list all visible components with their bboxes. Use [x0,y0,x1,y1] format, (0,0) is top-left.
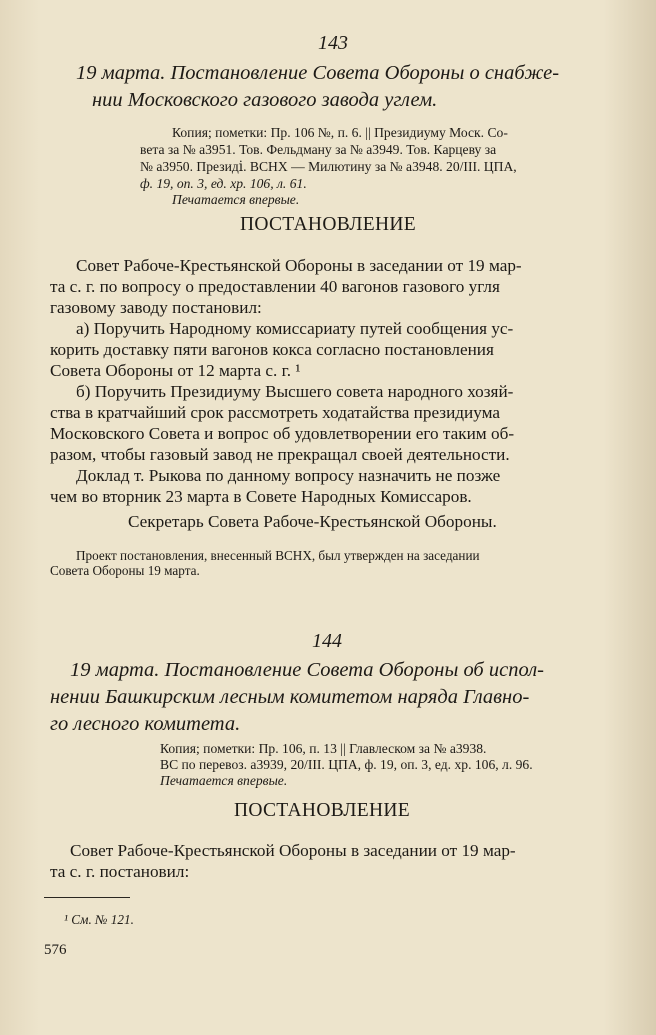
body-line: Московского Совета и вопрос об удовлетворении его таким об- [50,424,515,443]
page-number: 576 [44,942,67,958]
printed-first-note: Печатается впервые. [172,192,300,207]
section-heading: ПОСТАНОВЛЕНИЕ [234,800,410,821]
document-title-line: 19 марта. Постановление Совета Обороны о снабже- [76,62,560,84]
body-line: та с. г. по вопросу о предоставлении 40 вагонов газового угля [50,277,500,296]
footnote-divider [44,897,130,898]
archival-note-line: № а3950. Президⅰ. ВСНХ — Милютину за № а3948. 20/III. ЦПА, [140,159,517,174]
body-line: та с. г. постановил: [50,862,190,881]
document-title-line: нении Башкирским лесным комитетом наряда Главно- [50,686,530,708]
document-title-line: нии Московского газового завода углем. [92,89,438,111]
section-heading: ПОСТАНОВЛЕНИЕ [240,214,416,235]
body-line: газовому заводу постановил: [50,298,262,317]
body-line: Доклад т. Рыкова по данному вопросу назначить не позже [76,466,501,485]
body-line: б) Поручить Президиуму Высшего совета народного хозяй- [76,382,514,401]
archival-note-line: ВС по перевоз. а3939, 20/III. ЦПА, ф. 19, оп. 3, ед. хр. 106, л. 96. [160,757,533,772]
document-number-144: 144 [312,630,342,652]
body-line: Совета Обороны от 12 марта с. г. ¹ [50,361,301,380]
body-line: корить доставку пяти вагонов кокса согласно постановления [50,340,494,359]
archival-note-line: Копия; пометки: Пр. 106, п. 13 || Главлеском за № а3938. [160,741,487,756]
archival-note-line: вета за № а3951. Тов. Фельдману за № а3949. Тов. Карцеву за [140,142,497,157]
body-line: Совет Рабоче-Крестьянской Обороны в заседании от 19 мар- [70,841,516,860]
archival-note-line: ф. 19, оп. 3, ед. хр. 106, л. 61. [140,176,307,191]
body-line: чем во вторник 23 марта в Совете Народных Комиссаров. [50,487,472,506]
archival-note-text: Копия; пометки: Пр. 106 №, п. 6. || Президиуму Моск. Со- [172,125,508,140]
body-line: разом, чтобы газовый завод не прекращал своей деятельности. [50,445,510,464]
source-note-line: Совета Обороны 19 марта. [50,563,200,578]
body-line: а) Поручить Народному комиссариату путей сообщения ус- [76,319,514,338]
document-title-line: 19 марта. Постановление Совета Обороны об испол- [70,659,544,681]
source-note-line: Проект постановления, внесенный ВСНХ, был утвержден на заседании [76,548,480,563]
body-line: Совет Рабоче-Крестьянской Обороны в заседании от 19 мар- [76,256,522,275]
footnote: ¹ См. № 121. [64,912,134,927]
printed-first-note: Печатается впервые. [160,773,288,788]
body-line: ства в кратчайший срок рассмотреть ходатайства президиума [50,403,500,422]
signature-line: Секретарь Совета Рабоче-Крестьянской Обороны. [128,512,497,531]
document-title-line: го лесного комитета. [50,713,241,735]
document-number-143: 143 [318,32,348,54]
archival-note-line [172,125,614,141]
